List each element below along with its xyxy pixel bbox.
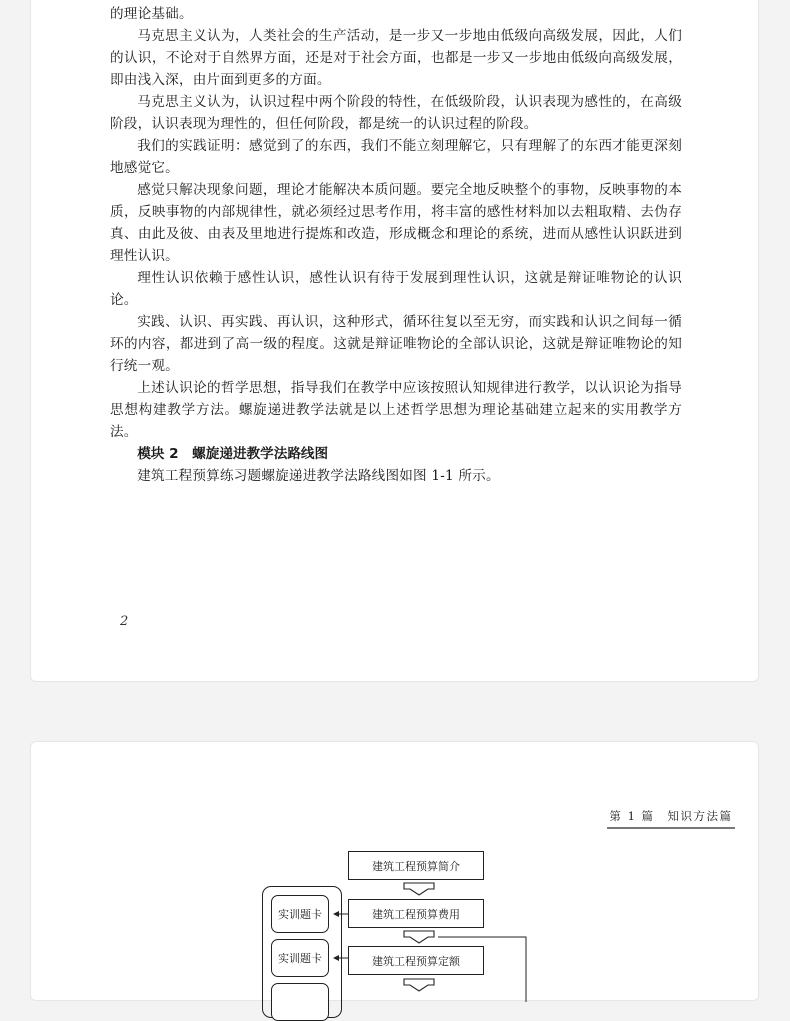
paragraph-5: 感觉只解决现象问题，理论才能解决本质问题。要完全地反映整个的事物，反映事物的本质，反映事物的内部规律性，就必须经过思考作用，将丰富的感性材料加以去粗取精、去伪存真、由此及彼、由表及里地进行提炼和改造，形成概念和理论的系统，进而从感性认识跃进到理性认识。 <box>110 182 682 264</box>
running-head: 第 1 篇 知识方法篇 <box>607 808 735 829</box>
flow-box-fees: 建筑工程预算费用 <box>348 899 484 928</box>
paragraph-1: 的理论基础。 <box>110 6 193 22</box>
paragraph-7: 实践、认识、再实践、再认识，这种形式，循环往复以至无穷，而实践和认识之间每一循环的内容，都进到了高一级的程度。这就是辩证唯物论的全部认识论，这就是辩证唯物论的知行统一观。 <box>110 314 682 374</box>
down-arrow-3 <box>404 979 434 991</box>
document-page-2 <box>30 741 759 1001</box>
paragraph-3: 马克思主义认为，认识过程中两个阶段的特性，在低级阶段，认识表现为感性的，在高级阶段，认识表现为理性的，但任何阶段，都是统一的认识过程的阶段。 <box>110 94 682 132</box>
page-number: 2 <box>120 614 129 629</box>
training-card-3-partial <box>271 983 329 1021</box>
figure-reference-paragraph: 建筑工程预算练习题螺旋递进教学法路线图如图 1-1 所示。 <box>137 468 500 484</box>
flow-box-intro: 建筑工程预算简介 <box>348 851 484 880</box>
module-heading: 模块 2 螺旋递进教学法路线图 <box>137 446 329 462</box>
paragraph-4: 我们的实践证明：感觉到了的东西，我们不能立刻理解它，只有理解了的东西才能更深刻地感觉它。 <box>110 138 682 176</box>
training-card-2: 实训题卡 <box>271 939 329 977</box>
down-arrow-1 <box>404 883 434 895</box>
training-card-1: 实训题卡 <box>271 895 329 933</box>
paragraph-8: 上述认识论的哲学思想，指导我们在教学中应该按照认知规律进行教学，以认识论为指导思想构建教学方法。螺旋递进教学法就是以上述哲学思想为理论基础建立起来的实用教学方法。 <box>110 380 682 440</box>
paragraph-2: 马克思主义认为，人类社会的生产活动，是一步又一步地由低级向高级发展，因此，人们的认识，不论对于自然界方面，还是对于社会方面，也都是一步又一步地由低级向高级发展，即由浅入深，由片面到更多的方面。 <box>110 28 682 88</box>
flow-box-quota: 建筑工程预算定额 <box>348 946 484 975</box>
document-page-1 <box>30 0 759 682</box>
page-body <box>110 0 682 487</box>
down-arrow-2 <box>404 931 434 943</box>
paragraph-6: 理性认识依赖于感性认识，感性认识有待于发展到理性认识，这就是辩证唯物论的认识论。 <box>110 270 682 308</box>
